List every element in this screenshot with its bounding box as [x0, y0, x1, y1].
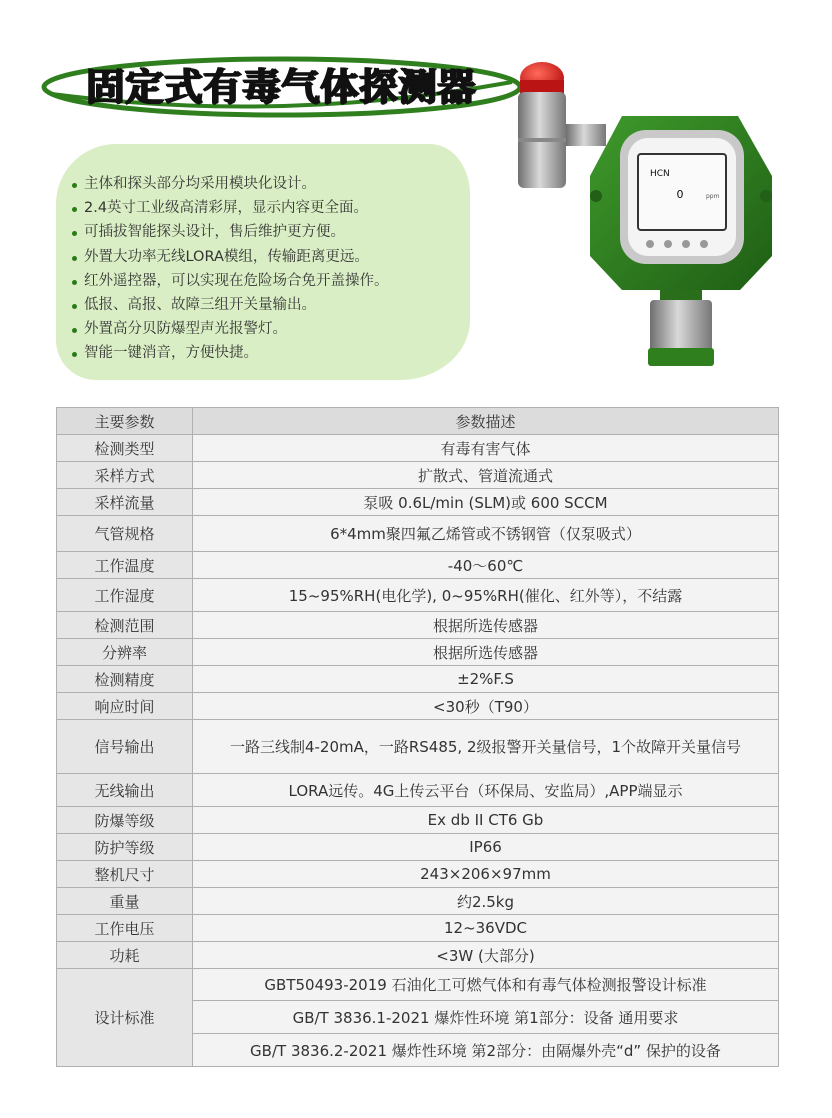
table-row: [57, 639, 779, 666]
param-name: 检测精度: [57, 666, 193, 693]
param-name: 采样流量: [57, 489, 193, 516]
feature-text: 红外遥控器，可以实现在危险场合免开盖操作。: [84, 272, 389, 289]
bullet-icon: [72, 207, 77, 212]
param-name: 采样方式: [57, 462, 193, 489]
feature-item: [72, 196, 470, 220]
param-value: 根据所选传感器: [193, 612, 779, 639]
param-value: LORA远传。4G上传云平台（环保局、安监局）,APP端显示: [193, 774, 779, 807]
table-row: [57, 516, 779, 552]
table-row: [57, 612, 779, 639]
param-value: 6*4mm聚四氟乙烯管或不锈钢管（仅泵吸式）: [193, 516, 779, 552]
param-name: 工作温度: [57, 552, 193, 579]
screen-gas-name: HCN: [650, 169, 670, 179]
table-row: [57, 666, 779, 693]
standard-value: GB/T 3836.2-2021 爆炸性环境 第2部分：由隔爆外壳“d” 保护的设备: [193, 1034, 779, 1067]
header-key: 主要参数: [57, 408, 193, 435]
param-value: ±2%F.S: [193, 666, 779, 693]
table-row: [57, 861, 779, 888]
bullet-icon: [72, 280, 77, 285]
standard-value: GB/T 3836.1-2021 爆炸性环境 第1部分：设备 通用要求: [193, 1001, 779, 1034]
feature-item: [72, 220, 470, 244]
param-value: 一路三线制4-20mA，一路RS485, 2级报警开关量信号，1个故障开关量信号: [193, 720, 779, 774]
feature-text: 2.4英寸工业级高清彩屏，显示内容更全面。: [84, 200, 369, 217]
param-name: 气管规格: [57, 516, 193, 552]
bullet-icon: [72, 352, 77, 357]
feature-text: 外置大功率无线LORA模组，传输距离更远。: [84, 248, 369, 265]
table-header-row: [57, 408, 779, 435]
feature-text: 智能一键消音，方便快捷。: [84, 345, 258, 362]
param-name: 防爆等级: [57, 807, 193, 834]
feature-text: 外置高分贝防爆型声光报警灯。: [84, 321, 287, 338]
table-row: [57, 552, 779, 579]
table-row: [57, 942, 779, 969]
feature-item: [72, 317, 470, 341]
param-name: 设计标准: [57, 969, 193, 1067]
param-name: 防护等级: [57, 834, 193, 861]
param-value: 扩散式、管道流通式: [193, 462, 779, 489]
param-name: 工作电压: [57, 915, 193, 942]
table-row: [57, 435, 779, 462]
feature-list-panel: [56, 144, 470, 380]
table-row: [57, 969, 779, 1001]
param-name: 无线输出: [57, 774, 193, 807]
feature-item: [72, 293, 470, 317]
param-value: Ex db II CT6 Gb: [193, 807, 779, 834]
table-row: [57, 579, 779, 612]
param-name: 响应时间: [57, 693, 193, 720]
param-value: 泵吸 0.6L/min (SLM)或 600 SCCM: [193, 489, 779, 516]
param-name: 功耗: [57, 942, 193, 969]
bullet-icon: [72, 328, 77, 333]
detector-drawing: [510, 58, 810, 378]
param-name: 检测类型: [57, 435, 193, 462]
table-row: [57, 693, 779, 720]
param-value: 15~95%RH(电化学), 0~95%RH(催化、红外等），不结露: [193, 579, 779, 612]
table-row: [57, 720, 779, 774]
param-value: 有毒有害气体: [193, 435, 779, 462]
feature-item: [72, 341, 470, 365]
param-value: <30秒（T90）: [193, 693, 779, 720]
table-row: [57, 915, 779, 942]
feature-item: [72, 245, 470, 269]
param-name: 整机尺寸: [57, 861, 193, 888]
param-name: 工作湿度: [57, 579, 193, 612]
table-row: [57, 807, 779, 834]
feature-list: [56, 144, 470, 366]
bullet-icon: [72, 183, 77, 188]
param-value: 12~36VDC: [193, 915, 779, 942]
screen-unit: ppm: [706, 193, 720, 200]
table-row: [57, 834, 779, 861]
standard-value: GBT50493-2019 石油化工可燃气体和有毒气体检测报警设计标准: [193, 969, 779, 1001]
feature-text: 低报、高报、故障三组开关量输出。: [84, 296, 316, 313]
bullet-icon: [72, 256, 77, 261]
table-row: [57, 462, 779, 489]
spec-table: [56, 407, 779, 1067]
page-title: 固定式有毒气体探测器: [85, 65, 476, 109]
param-value: <3W (大部分): [193, 942, 779, 969]
table-row: [57, 489, 779, 516]
feature-text: 主体和探头部分均采用模块化设计。: [84, 176, 316, 192]
param-value: IP66: [193, 834, 779, 861]
feature-item: [72, 172, 470, 196]
bullet-icon: [72, 231, 77, 236]
screen-reading: 0: [676, 188, 684, 201]
title-banner: [32, 52, 532, 122]
feature-text: 可插拔智能探头设计，售后维护更方便。: [84, 224, 345, 241]
param-value: 根据所选传感器: [193, 639, 779, 666]
bullet-icon: [72, 304, 77, 309]
param-name: 检测范围: [57, 612, 193, 639]
feature-item: [72, 269, 470, 293]
gas-detector-illustration: [510, 58, 810, 378]
table-row: [57, 888, 779, 915]
param-value: 约2.5kg: [193, 888, 779, 915]
param-name: 分辨率: [57, 639, 193, 666]
param-value: 243×206×97mm: [193, 861, 779, 888]
param-name: 信号输出: [57, 720, 193, 774]
param-name: 重量: [57, 888, 193, 915]
param-value: -40～60℃: [193, 552, 779, 579]
table-row: [57, 774, 779, 807]
header-value: 参数描述: [193, 408, 779, 435]
